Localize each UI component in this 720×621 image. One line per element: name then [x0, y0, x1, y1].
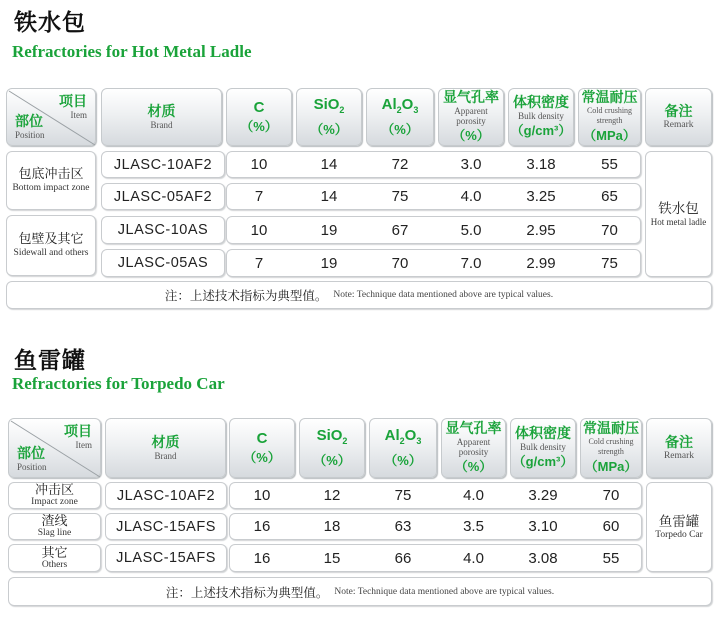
- density-value: 3.10: [528, 518, 558, 535]
- carbon-value: 10: [253, 487, 271, 504]
- item-label-cn: 项目: [64, 424, 92, 440]
- al2o3-header: [369, 418, 437, 478]
- brand-cell: JLASC-10AF2: [105, 482, 227, 509]
- carbon-value: 10: [250, 221, 268, 239]
- remark-cell: [646, 482, 712, 572]
- strength-value: 65: [601, 188, 618, 205]
- position-en: Slag line: [37, 528, 72, 538]
- al2o3-value: 66: [394, 549, 412, 567]
- porosity-header-en: Apparent porosity: [456, 437, 491, 457]
- position-group-bottom-impact: [6, 151, 96, 210]
- strength-header: [578, 88, 641, 146]
- carbon-unit: （%）: [243, 450, 281, 465]
- brand-cell: JLASC-05AS: [101, 249, 225, 277]
- sio2-value: 18: [323, 518, 341, 535]
- al2o3-symbol-al: Al: [384, 427, 400, 444]
- al2o3-unit: （%）: [384, 453, 422, 468]
- sio2-value: 12: [323, 487, 341, 504]
- strength-value: 75: [601, 254, 618, 272]
- density-header: [510, 418, 576, 478]
- position-cn: 包底冲击区: [18, 167, 84, 182]
- density-unit: （g/cm³）: [512, 454, 574, 469]
- al2o3-value: 75: [391, 188, 409, 205]
- density-value: 3.18: [526, 156, 556, 173]
- porosity-header-cn: 显气孔率: [445, 421, 502, 437]
- carbon-unit: （%）: [240, 119, 278, 134]
- density-value: 2.95: [526, 221, 556, 239]
- remark-cn: 铁水包: [658, 200, 699, 217]
- porosity-header-en: Apparent porosity: [454, 106, 488, 126]
- al2o3-subscript-1: 2: [396, 105, 402, 115]
- carbon-value: 10: [250, 156, 268, 173]
- position-label-cn: 部位: [15, 114, 43, 130]
- item-position-header: [8, 418, 101, 478]
- position-cell: [8, 544, 101, 572]
- strength-header: [580, 418, 642, 478]
- section-title-en: Refractories for Hot Metal Ladle: [12, 42, 252, 61]
- density-header-en: Bulk density: [518, 111, 564, 121]
- footnote-en: Note: Technique data mentioned above are typical values.: [333, 290, 554, 300]
- sio2-value: 14: [320, 188, 338, 205]
- al2o3-unit: （%）: [381, 122, 419, 137]
- strength-header-cn: 常温耐压: [583, 421, 639, 437]
- density-value: 3.29: [528, 487, 558, 504]
- porosity-value: 5.0: [460, 221, 482, 239]
- carbon-header: [229, 418, 295, 478]
- footnote-cn: 注：上述技术指标为典型值。: [165, 584, 329, 600]
- density-header: [508, 88, 574, 146]
- remark-header-cn: 备注: [664, 103, 693, 120]
- brand-cell: JLASC-10AF2: [101, 151, 225, 178]
- position-label-en: Position: [17, 462, 47, 472]
- brand-header-en: Brand: [154, 451, 177, 461]
- density-value: 3.08: [528, 549, 558, 567]
- strength-header-cn: 常温耐压: [581, 90, 638, 106]
- strength-unit: （MPa）: [583, 128, 636, 143]
- sio2-subscript: 2: [342, 436, 348, 446]
- remark-en: Hot metal ladle: [650, 216, 707, 227]
- position-cell: [8, 513, 101, 540]
- density-value: 3.25: [526, 188, 556, 205]
- density-header-en: Bulk density: [520, 442, 566, 452]
- section-title-cn: 铁水包: [14, 10, 86, 36]
- strength-value: 55: [602, 549, 620, 567]
- item-position-header: [6, 88, 96, 146]
- remark-header-cn: 备注: [665, 434, 693, 451]
- brand-header: [105, 418, 226, 478]
- brand-header-en: Brand: [150, 120, 173, 130]
- porosity-unit: （%）: [454, 459, 493, 474]
- density-header-cn: 体积密度: [515, 426, 571, 442]
- al2o3-header: [366, 88, 434, 146]
- position-group-sidewall: [6, 215, 96, 276]
- position-en: Sidewall and others: [13, 248, 89, 258]
- brand-cell: JLASC-15AFS: [105, 544, 227, 572]
- footnote: [6, 281, 712, 309]
- position-cn: 其它: [41, 545, 68, 561]
- al2o3-symbol-o: O: [401, 96, 414, 113]
- sio2-subscript: 2: [339, 105, 345, 115]
- porosity-header: [441, 418, 506, 478]
- footnote: [8, 577, 712, 606]
- carbon-symbol: C: [253, 99, 265, 116]
- sio2-value: 15: [323, 549, 341, 567]
- remark-header: [645, 88, 712, 146]
- position-label-cn: 部位: [17, 446, 45, 462]
- sio2-value: 14: [320, 156, 338, 173]
- sio2-value: 19: [320, 254, 338, 272]
- strength-header-en: Cold crushing strength: [588, 437, 634, 456]
- density-value: 2.99: [526, 254, 556, 272]
- position-cn: 包壁及其它: [18, 232, 84, 247]
- porosity-header: [438, 88, 504, 146]
- density-header-cn: 体积密度: [513, 95, 569, 111]
- strength-unit: （MPa）: [584, 459, 638, 474]
- al2o3-subscript-1: 2: [399, 436, 405, 446]
- porosity-value: 4.0: [463, 487, 484, 504]
- carbon-symbol: C: [256, 430, 268, 447]
- section-title-en: Refractories for Torpedo Car: [12, 374, 225, 393]
- carbon-header: [226, 88, 292, 146]
- position-cell: [8, 482, 101, 509]
- porosity-unit: （%）: [452, 128, 490, 143]
- position-cn: 冲击区: [34, 483, 74, 498]
- porosity-value: 3.5: [463, 518, 484, 535]
- remark-header: [646, 418, 712, 478]
- sio2-unit: （%）: [313, 453, 351, 468]
- item-label-en: Item: [70, 110, 87, 120]
- remark-header-en: Remark: [663, 119, 694, 130]
- porosity-value: 3.0: [460, 156, 482, 173]
- porosity-value: 4.0: [460, 188, 482, 205]
- remark-cell: [645, 151, 712, 277]
- porosity-value: 7.0: [460, 254, 482, 272]
- item-label-cn: 项目: [59, 94, 87, 110]
- brand-cell: JLASC-10AS: [101, 216, 225, 244]
- al2o3-value: 70: [391, 254, 409, 272]
- sio2-header: [296, 88, 362, 146]
- item-label-en: Item: [75, 440, 92, 450]
- strength-value: 60: [602, 518, 620, 535]
- position-en: Bottom impact zone: [12, 183, 90, 193]
- al2o3-value: 72: [391, 156, 409, 173]
- position-label-en: Position: [15, 130, 45, 140]
- position-en: Others: [41, 559, 68, 570]
- remark-cn: 鱼雷罐: [658, 513, 700, 530]
- brand-header-cn: 材质: [147, 104, 176, 120]
- sio2-symbol: SiO: [316, 427, 343, 444]
- sio2-symbol: SiO: [313, 96, 340, 113]
- strength-header-en: Cold crushing strength: [586, 106, 633, 125]
- sio2-unit: （%）: [310, 122, 348, 137]
- footnote-cn: 注：上述技术指标为典型值。: [164, 288, 328, 303]
- brand-header: [101, 88, 222, 146]
- section-title-cn: 鱼雷罐: [14, 348, 86, 374]
- position-en: Impact zone: [31, 497, 78, 507]
- position-cn: 渣线: [41, 514, 68, 529]
- al2o3-subscript-2: 3: [416, 436, 422, 446]
- porosity-value: 4.0: [463, 549, 484, 567]
- al2o3-value: 67: [391, 221, 409, 239]
- remark-en: Torpedo Car: [655, 529, 703, 540]
- sio2-header: [299, 418, 365, 478]
- carbon-value: 7: [254, 188, 264, 205]
- carbon-value: 16: [253, 549, 271, 567]
- porosity-header-cn: 显气孔率: [443, 90, 499, 106]
- brand-header-cn: 材质: [151, 435, 180, 451]
- footnote-en: Note: Technique data mentioned above are typical values.: [334, 586, 555, 597]
- strength-value: 70: [601, 221, 618, 239]
- al2o3-value: 75: [394, 487, 412, 504]
- carbon-value: 7: [254, 254, 264, 272]
- strength-value: 55: [601, 156, 618, 173]
- al2o3-subscript-2: 3: [413, 105, 419, 115]
- al2o3-symbol-al: Al: [381, 96, 397, 113]
- carbon-value: 16: [253, 518, 271, 535]
- brand-cell: JLASC-15AFS: [105, 513, 227, 540]
- brand-cell: JLASC-05AF2: [101, 183, 225, 210]
- strength-value: 70: [602, 487, 620, 504]
- al2o3-value: 63: [394, 518, 412, 535]
- density-unit: （g/cm³）: [510, 123, 572, 138]
- remark-header-en: Remark: [663, 450, 695, 461]
- sio2-value: 19: [320, 221, 338, 239]
- al2o3-symbol-o: O: [404, 427, 417, 444]
